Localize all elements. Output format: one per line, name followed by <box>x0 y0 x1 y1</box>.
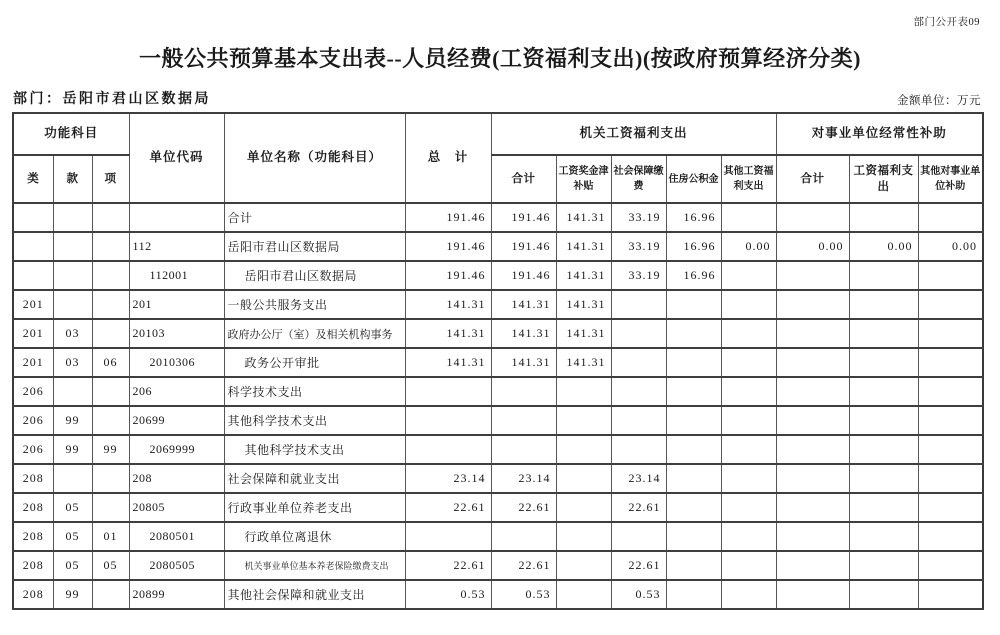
cell-g2-welfare <box>849 435 918 464</box>
cell-g2-subtotal <box>776 406 849 435</box>
cell-func-item <box>92 203 129 232</box>
cell-total: 0.53 <box>405 580 491 609</box>
cell-g1-subtotal <box>491 377 556 406</box>
cell-g1-other-welfare <box>721 493 776 522</box>
cell-unit-code <box>129 203 224 232</box>
cell-g1-housing-fund <box>666 580 721 609</box>
header-g1-housing-fund: 住房公积金 <box>666 155 721 203</box>
table-row <box>13 232 983 261</box>
header-g2-subtotal: 合计 <box>776 155 849 203</box>
cell-g2-subtotal <box>776 377 849 406</box>
cell-func-section: 03 <box>53 319 92 348</box>
header-func-section: 款 <box>53 155 92 203</box>
cell-g1-salary-bonus <box>556 377 611 406</box>
cell-g2-welfare <box>849 580 918 609</box>
cell-g1-social-security <box>611 290 666 319</box>
cell-func-section: 99 <box>53 435 92 464</box>
cell-g2-subtotal <box>776 464 849 493</box>
cell-func-class: 201 <box>13 319 53 348</box>
table-body <box>13 203 983 609</box>
table-header <box>13 113 983 203</box>
cell-g1-housing-fund: 16.96 <box>666 232 721 261</box>
cell-func-class <box>13 261 53 290</box>
table-row <box>13 406 983 435</box>
cell-func-item: 05 <box>92 551 129 580</box>
cell-func-item <box>92 493 129 522</box>
cell-unit-name: 一般公共服务支出 <box>224 290 405 319</box>
cell-func-class: 208 <box>13 522 53 551</box>
cell-g1-other-welfare <box>721 348 776 377</box>
table-row <box>13 203 983 232</box>
cell-unit-name: 行政事业单位养老支出 <box>224 493 405 522</box>
cell-g1-social-security <box>611 522 666 551</box>
cell-g1-social-security <box>611 348 666 377</box>
cell-g2-welfare <box>849 290 918 319</box>
cell-g1-salary-bonus <box>556 406 611 435</box>
header-group-agency-welfare: 机关工资福利支出 <box>491 113 776 155</box>
cell-g1-other-welfare <box>721 290 776 319</box>
header-func-class: 类 <box>13 155 53 203</box>
cell-total <box>405 522 491 551</box>
cell-g1-housing-fund <box>666 348 721 377</box>
cell-g1-salary-bonus: 141.31 <box>556 290 611 319</box>
cell-g1-housing-fund <box>666 551 721 580</box>
cell-func-section <box>53 203 92 232</box>
cell-unit-code: 208 <box>129 464 224 493</box>
cell-g1-social-security: 0.53 <box>611 580 666 609</box>
cell-g1-salary-bonus <box>556 551 611 580</box>
table-row <box>13 493 983 522</box>
cell-g1-housing-fund <box>666 464 721 493</box>
header-g1-salary-bonus: 工资奖金津补贴 <box>556 155 611 203</box>
cell-func-section: 99 <box>53 406 92 435</box>
cell-g2-subtotal <box>776 261 849 290</box>
cell-g1-subtotal <box>491 522 556 551</box>
cell-g1-subtotal: 191.46 <box>491 232 556 261</box>
cell-g2-other-subsidy <box>918 319 983 348</box>
cell-func-item <box>92 377 129 406</box>
cell-unit-code: 20805 <box>129 493 224 522</box>
cell-unit-name: 其他社会保障和就业支出 <box>224 580 405 609</box>
cell-g1-salary-bonus: 141.31 <box>556 319 611 348</box>
cell-unit-code: 2080501 <box>129 522 224 551</box>
cell-func-class <box>13 232 53 261</box>
header-unit-code: 单位代码 <box>129 113 224 203</box>
cell-g1-subtotal: 141.31 <box>491 290 556 319</box>
cell-func-class: 208 <box>13 580 53 609</box>
doc-number: 部门公开表09 <box>913 17 980 28</box>
cell-g1-salary-bonus: 141.31 <box>556 261 611 290</box>
cell-g1-social-security: 33.19 <box>611 203 666 232</box>
cell-unit-code: 2010306 <box>129 348 224 377</box>
cell-g1-social-security <box>611 377 666 406</box>
cell-g1-other-welfare <box>721 203 776 232</box>
cell-func-item <box>92 232 129 261</box>
cell-g2-welfare <box>849 319 918 348</box>
cell-g1-salary-bonus <box>556 493 611 522</box>
cell-g1-subtotal: 23.14 <box>491 464 556 493</box>
cell-g1-housing-fund <box>666 319 721 348</box>
cell-g1-salary-bonus <box>556 522 611 551</box>
cell-g1-other-welfare <box>721 319 776 348</box>
cell-unit-name: 机关事业单位基本养老保险缴费支出 <box>224 551 405 580</box>
cell-g2-other-subsidy <box>918 406 983 435</box>
cell-total: 191.46 <box>405 232 491 261</box>
cell-func-item: 99 <box>92 435 129 464</box>
cell-unit-code: 112001 <box>129 261 224 290</box>
cell-g1-social-security: 33.19 <box>611 232 666 261</box>
amount-unit-note: 金额单位：万元 <box>897 95 981 107</box>
cell-g1-housing-fund <box>666 493 721 522</box>
header-g1-subtotal: 合计 <box>491 155 556 203</box>
cell-total: 191.46 <box>405 261 491 290</box>
cell-g2-welfare <box>849 493 918 522</box>
cell-g2-subtotal <box>776 522 849 551</box>
cell-unit-name: 岳阳市君山区数据局 <box>224 261 405 290</box>
cell-func-class: 206 <box>13 406 53 435</box>
cell-unit-code: 2080505 <box>129 551 224 580</box>
cell-total: 23.14 <box>405 464 491 493</box>
cell-func-class: 208 <box>13 464 53 493</box>
cell-g1-subtotal <box>491 435 556 464</box>
cell-unit-name: 其他科学技术支出 <box>224 435 405 464</box>
cell-g1-subtotal: 22.61 <box>491 551 556 580</box>
cell-g1-housing-fund: 16.96 <box>666 261 721 290</box>
header-unit-name: 单位名称（功能科目） <box>224 113 405 203</box>
cell-g2-other-subsidy <box>918 435 983 464</box>
cell-g2-subtotal <box>776 290 849 319</box>
cell-func-class: 208 <box>13 551 53 580</box>
table-row <box>13 319 983 348</box>
cell-g2-subtotal <box>776 435 849 464</box>
cell-g2-welfare <box>849 522 918 551</box>
table-row <box>13 348 983 377</box>
cell-func-class: 201 <box>13 290 53 319</box>
cell-unit-code: 112 <box>129 232 224 261</box>
cell-func-item <box>92 580 129 609</box>
cell-g1-housing-fund <box>666 435 721 464</box>
cell-g2-other-subsidy <box>918 261 983 290</box>
cell-func-section <box>53 232 92 261</box>
cell-func-class: 206 <box>13 435 53 464</box>
cell-func-item <box>92 406 129 435</box>
header-row-top <box>13 113 983 155</box>
cell-unit-name: 其他科学技术支出 <box>224 406 405 435</box>
cell-g1-social-security <box>611 319 666 348</box>
cell-g2-other-subsidy <box>918 580 983 609</box>
cell-g2-welfare <box>849 406 918 435</box>
cell-g1-salary-bonus <box>556 464 611 493</box>
cell-func-class: 201 <box>13 348 53 377</box>
cell-func-section <box>53 377 92 406</box>
cell-g2-subtotal <box>776 580 849 609</box>
cell-g1-salary-bonus <box>556 580 611 609</box>
cell-g2-subtotal <box>776 551 849 580</box>
cell-g1-subtotal: 141.31 <box>491 319 556 348</box>
cell-g2-other-subsidy <box>918 493 983 522</box>
cell-func-section <box>53 290 92 319</box>
cell-g1-salary-bonus: 141.31 <box>556 232 611 261</box>
cell-g1-housing-fund <box>666 290 721 319</box>
header-func-item: 项 <box>92 155 129 203</box>
cell-g1-other-welfare <box>721 406 776 435</box>
department-name: 岳阳市君山区数据局 <box>62 92 211 107</box>
cell-g1-subtotal: 22.61 <box>491 493 556 522</box>
cell-func-section: 03 <box>53 348 92 377</box>
cell-g2-welfare <box>849 261 918 290</box>
cell-g2-welfare <box>849 377 918 406</box>
cell-g2-other-subsidy <box>918 551 983 580</box>
cell-g1-housing-fund <box>666 377 721 406</box>
cell-g2-welfare <box>849 464 918 493</box>
cell-func-section <box>53 464 92 493</box>
cell-total: 141.31 <box>405 290 491 319</box>
cell-g2-subtotal <box>776 493 849 522</box>
header-g1-social-security: 社会保障缴费 <box>611 155 666 203</box>
cell-g2-other-subsidy <box>918 522 983 551</box>
cell-g1-social-security: 22.61 <box>611 493 666 522</box>
cell-func-item: 06 <box>92 348 129 377</box>
cell-unit-name: 社会保障和就业支出 <box>224 464 405 493</box>
cell-total: 22.61 <box>405 551 491 580</box>
cell-g2-other-subsidy <box>918 290 983 319</box>
cell-g1-housing-fund <box>666 522 721 551</box>
cell-g1-other-welfare: 0.00 <box>721 232 776 261</box>
cell-func-item <box>92 464 129 493</box>
cell-g2-welfare: 0.00 <box>849 232 918 261</box>
cell-unit-name: 行政单位离退休 <box>224 522 405 551</box>
header-func-group: 功能科目 <box>13 113 129 155</box>
cell-g2-other-subsidy <box>918 348 983 377</box>
cell-g1-subtotal: 141.31 <box>491 348 556 377</box>
cell-func-class: 206 <box>13 377 53 406</box>
cell-func-item <box>92 290 129 319</box>
cell-g1-other-welfare <box>721 435 776 464</box>
cell-unit-code: 201 <box>129 290 224 319</box>
cell-g2-subtotal: 0.00 <box>776 232 849 261</box>
table-row <box>13 261 983 290</box>
cell-func-section: 05 <box>53 493 92 522</box>
header-group-institution-subsidy: 对事业单位经常性补助 <box>776 113 983 155</box>
cell-unit-code: 20699 <box>129 406 224 435</box>
cell-g1-subtotal: 0.53 <box>491 580 556 609</box>
cell-g1-other-welfare <box>721 580 776 609</box>
cell-unit-code: 20103 <box>129 319 224 348</box>
cell-g1-social-security <box>611 406 666 435</box>
cell-unit-code: 2069999 <box>129 435 224 464</box>
cell-g1-other-welfare <box>721 464 776 493</box>
cell-g1-other-welfare <box>721 261 776 290</box>
table-row <box>13 551 983 580</box>
table-row <box>13 580 983 609</box>
cell-total <box>405 435 491 464</box>
page-title: 一般公共预算基本支出表--人员经费(工资福利支出)(按政府预算经济分类) <box>139 46 861 71</box>
cell-unit-name: 科学技术支出 <box>224 377 405 406</box>
cell-unit-name: 政府办公厅（室）及相关机构事务 <box>224 319 405 348</box>
cell-g2-other-subsidy: 0.00 <box>918 232 983 261</box>
cell-func-class <box>13 203 53 232</box>
table-row <box>13 464 983 493</box>
cell-g2-other-subsidy <box>918 464 983 493</box>
cell-func-item: 01 <box>92 522 129 551</box>
cell-func-class: 208 <box>13 493 53 522</box>
cell-total: 141.31 <box>405 348 491 377</box>
cell-unit-name: 政务公开审批 <box>224 348 405 377</box>
cell-g1-other-welfare <box>721 377 776 406</box>
cell-total: 141.31 <box>405 319 491 348</box>
cell-g1-other-welfare <box>721 522 776 551</box>
cell-func-section: 99 <box>53 580 92 609</box>
cell-g2-welfare <box>849 551 918 580</box>
cell-func-section <box>53 261 92 290</box>
cell-unit-code: 20899 <box>129 580 224 609</box>
cell-total <box>405 377 491 406</box>
cell-total <box>405 406 491 435</box>
cell-g2-subtotal <box>776 348 849 377</box>
cell-g1-social-security: 22.61 <box>611 551 666 580</box>
cell-g1-other-welfare <box>721 551 776 580</box>
cell-unit-code: 206 <box>129 377 224 406</box>
cell-g1-subtotal <box>491 406 556 435</box>
table-row <box>13 290 983 319</box>
table-row <box>13 435 983 464</box>
cell-g1-social-security <box>611 435 666 464</box>
cell-g1-salary-bonus <box>556 435 611 464</box>
meta-row <box>13 88 981 108</box>
cell-g2-subtotal <box>776 203 849 232</box>
cell-unit-name: 合计 <box>224 203 405 232</box>
cell-unit-name: 岳阳市君山区数据局 <box>224 232 405 261</box>
cell-func-item <box>92 319 129 348</box>
cell-g2-subtotal <box>776 319 849 348</box>
cell-g1-subtotal: 191.46 <box>491 203 556 232</box>
cell-g1-salary-bonus: 141.31 <box>556 348 611 377</box>
header-g2-welfare: 工资福利支出 <box>849 155 918 203</box>
department-line <box>13 88 211 108</box>
cell-func-item <box>92 261 129 290</box>
cell-g1-housing-fund: 16.96 <box>666 203 721 232</box>
cell-g1-subtotal: 191.46 <box>491 261 556 290</box>
cell-g2-other-subsidy <box>918 377 983 406</box>
cell-g2-other-subsidy <box>918 203 983 232</box>
cell-g1-social-security: 23.14 <box>611 464 666 493</box>
cell-g1-social-security: 33.19 <box>611 261 666 290</box>
cell-total: 191.46 <box>405 203 491 232</box>
cell-g1-salary-bonus: 141.31 <box>556 203 611 232</box>
table-row <box>13 377 983 406</box>
cell-g2-welfare <box>849 348 918 377</box>
cell-g1-housing-fund <box>666 406 721 435</box>
budget-table <box>12 112 984 610</box>
header-grand-total: 总 计 <box>405 113 491 203</box>
cell-g2-welfare <box>849 203 918 232</box>
cell-func-section: 05 <box>53 551 92 580</box>
header-g1-other-welfare: 其他工资福利支出 <box>721 155 776 203</box>
header-g2-other-subsidy: 其他对事业单位补助 <box>918 155 983 203</box>
cell-total: 22.61 <box>405 493 491 522</box>
table-row <box>13 522 983 551</box>
department-label: 部门： <box>13 92 63 107</box>
cell-func-section: 05 <box>53 522 92 551</box>
